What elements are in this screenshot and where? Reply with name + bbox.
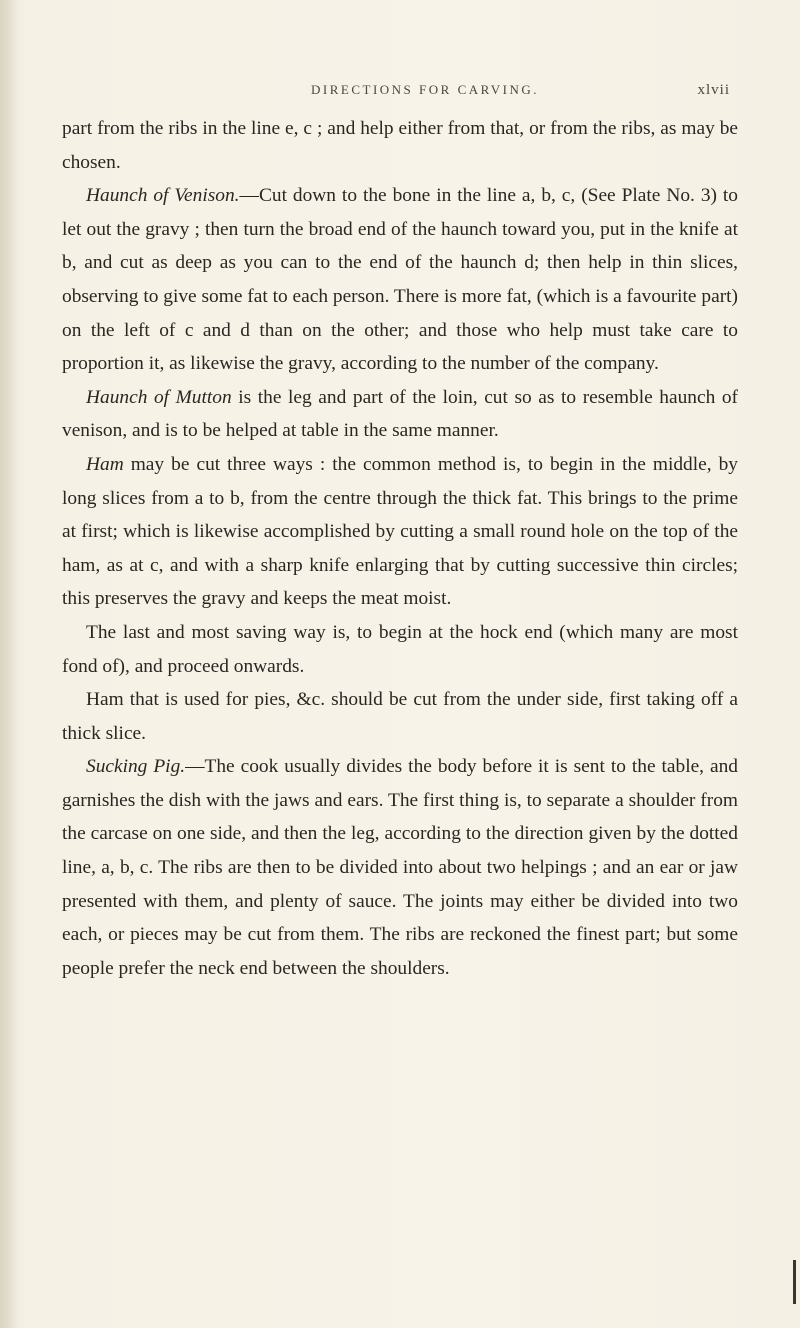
- paragraph-text: —Cut down to the bone in the line a, b, c, (See Plate No. 3) to let out the gravy ; then turn the broad end of the haunch toward you, put in the knife at b, and cut as deep as you can to the end of the haunch d; then help in thin slices, observing to give some fat to each person. There is more fat, (which is a favourite part) on the left of c and d than on the other; and those who help must take care to proportion it, as likewise the gravy, according to the number of the company.: [62, 185, 739, 375]
- paragraph-heading: Haunch of Venison.: [86, 185, 240, 207]
- paragraph-text: The last and most saving way is, to begin at the hock end (which many are most fond of), and proceed onwards.: [62, 621, 738, 677]
- paragraph-ham-for-pies: [62, 683, 738, 750]
- page-number: xlvii: [697, 82, 730, 98]
- running-head-title: DIRECTIONS FOR CARVING.: [311, 82, 539, 97]
- paragraph-ham-saving-way: [62, 616, 738, 683]
- paragraph-text: may be cut three ways : the common method is, to begin in the middle, by long slices from a to b, from the centre through the thick fat. This brings to the prime at first; which is likewise accomplished by cutting a small round hole on the top of the ham, as at c, and with a sharp knife enlarging that by cutting successive thin circles; this preserves the gravy and keeps the meat moist.: [62, 453, 738, 610]
- running-head: [80, 82, 730, 106]
- paragraph-text: is the leg and part of the loin, cut so as to resemble haunch of venison, and is to be helped at table in the same manner.: [62, 386, 738, 442]
- paragraph-text: Ham that is used for pies, &c. should be cut from the under side, first taking off a thick slice.: [62, 689, 738, 744]
- paragraph-heading: Ham: [86, 453, 124, 475]
- page-edge-mark: [793, 1260, 796, 1304]
- body-text: [62, 112, 738, 985]
- paragraph-heading: Sucking Pig.: [86, 756, 186, 778]
- paragraph-haunch-of-mutton: [62, 381, 738, 448]
- paragraph-sucking-pig: [62, 750, 738, 985]
- paragraph-heading: Haunch of Mutton: [86, 386, 232, 408]
- paragraph-haunch-of-venison: [62, 179, 738, 381]
- paragraph-continuation: [62, 112, 738, 179]
- paragraph-text: part from the ribs in the line e, c ; and help either from that, or from the ribs, as may be chosen.: [62, 118, 738, 173]
- paragraph-ham: [62, 448, 738, 616]
- binding-shadow: [0, 0, 18, 1328]
- paragraph-text: —The cook usually divides the body before it is sent to the table, and garnishes the dish with the jaws and ears. The first thing is, to separate a shoulder from the carcase on one side, and then the leg, according to the direction given by the dotted line, a, b, c. The ribs are then to be divided into about two helpings ; and an ear or jaw presented with them, and plenty of sauce. The joints may either be divided into two each, or pieces may be cut from them. The ribs are reckoned the finest part; but some people prefer the neck end between the shoulders.: [62, 756, 738, 979]
